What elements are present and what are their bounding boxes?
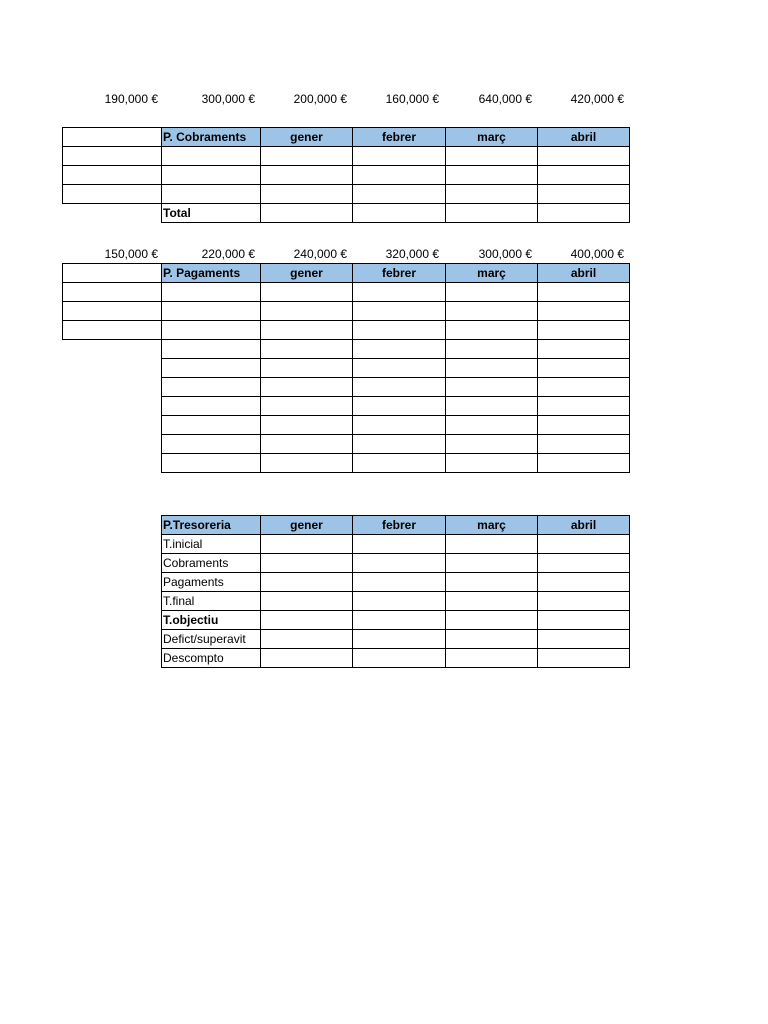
table-cell[interactable] xyxy=(446,630,538,649)
table-cell[interactable] xyxy=(353,147,446,166)
month-header[interactable]: març xyxy=(446,264,538,283)
table-cell[interactable] xyxy=(353,185,446,204)
table-cell[interactable] xyxy=(538,454,630,473)
row-label[interactable]: Defict/superavit xyxy=(162,630,261,649)
table-cell[interactable] xyxy=(446,302,538,321)
month-header[interactable]: febrer xyxy=(353,516,446,535)
month-header[interactable]: abril xyxy=(538,128,630,147)
table-cell[interactable] xyxy=(261,147,353,166)
table-cell[interactable] xyxy=(446,283,538,302)
table-cell[interactable] xyxy=(261,573,353,592)
table-cell[interactable] xyxy=(162,185,261,204)
table-row xyxy=(63,340,630,359)
table-cell[interactable] xyxy=(353,435,446,454)
table-cell[interactable] xyxy=(538,185,630,204)
pagaments-amount-cell: 240,000 € xyxy=(293,247,347,261)
row-label[interactable]: T.final xyxy=(162,592,261,611)
table-cell[interactable] xyxy=(63,166,162,185)
table-row xyxy=(162,630,630,649)
table-cell[interactable] xyxy=(538,592,630,611)
pagaments-amount-cell: 300,000 € xyxy=(478,247,532,261)
table-row xyxy=(63,302,630,321)
table-cell[interactable] xyxy=(261,416,353,435)
table-cell[interactable] xyxy=(261,535,353,554)
table-cell[interactable] xyxy=(261,185,353,204)
table-cell[interactable] xyxy=(353,416,446,435)
table-cell[interactable] xyxy=(261,611,353,630)
table-cell[interactable] xyxy=(353,535,446,554)
table-cell[interactable] xyxy=(538,535,630,554)
table-row xyxy=(63,416,630,435)
table-cell[interactable] xyxy=(353,454,446,473)
row-label[interactable]: Pagaments xyxy=(162,573,261,592)
table-row xyxy=(63,454,630,473)
table-cell[interactable] xyxy=(162,416,261,435)
table-cell[interactable] xyxy=(446,649,538,668)
table-cell[interactable] xyxy=(538,573,630,592)
table-cell[interactable] xyxy=(353,359,446,378)
blank-cell xyxy=(63,359,162,378)
table-row xyxy=(63,359,630,378)
table-cell[interactable] xyxy=(353,321,446,340)
table-cell[interactable] xyxy=(446,185,538,204)
table-row xyxy=(162,649,630,668)
pagaments-amounts-row xyxy=(62,246,630,262)
table-cell[interactable] xyxy=(353,340,446,359)
pagaments-amount-cell: 150,000 € xyxy=(104,247,158,261)
table-cell[interactable] xyxy=(162,302,261,321)
cobraments-amounts-row xyxy=(62,91,630,107)
row-label[interactable]: Descompto xyxy=(162,649,261,668)
month-header[interactable]: gener xyxy=(261,264,353,283)
blank-cell xyxy=(63,416,162,435)
total-label[interactable]: Total xyxy=(162,204,261,223)
tresoreria-table xyxy=(161,515,630,668)
pagaments-amount-cell: 220,000 € xyxy=(201,247,255,261)
month-header[interactable]: febrer xyxy=(353,264,446,283)
table-cell[interactable] xyxy=(446,435,538,454)
table-cell[interactable] xyxy=(261,554,353,573)
table-row xyxy=(63,321,630,340)
tresoreria-title[interactable]: P.Tresoreria xyxy=(162,516,261,535)
row-label[interactable]: Cobraments xyxy=(162,554,261,573)
row-label[interactable]: T.objectiu xyxy=(162,611,261,630)
table-cell[interactable] xyxy=(162,147,261,166)
table-cell[interactable] xyxy=(353,630,446,649)
table-cell[interactable] xyxy=(446,340,538,359)
table-cell[interactable] xyxy=(162,166,261,185)
table-cell[interactable] xyxy=(261,397,353,416)
table-cell[interactable] xyxy=(538,359,630,378)
table-header-row xyxy=(63,128,630,147)
cobraments-amount-cell: 160,000 € xyxy=(385,92,439,106)
cobraments-table xyxy=(62,127,630,223)
table-cell[interactable] xyxy=(538,166,630,185)
table-cell[interactable] xyxy=(446,611,538,630)
table-cell[interactable] xyxy=(162,283,261,302)
blank-cell xyxy=(63,378,162,397)
table-cell[interactable] xyxy=(353,649,446,668)
cobraments-amount-cell: 420,000 € xyxy=(570,92,624,106)
table-cell[interactable] xyxy=(261,630,353,649)
table-cell[interactable] xyxy=(353,611,446,630)
pagaments-amount-cell: 320,000 € xyxy=(385,247,439,261)
table-cell[interactable] xyxy=(63,128,162,147)
pagaments-amount-cell: 400,000 € xyxy=(570,247,624,261)
pagaments-table xyxy=(62,263,630,473)
table-row xyxy=(162,535,630,554)
table-row xyxy=(63,147,630,166)
table-cell[interactable] xyxy=(353,554,446,573)
table-cell[interactable] xyxy=(162,435,261,454)
table-cell[interactable] xyxy=(446,592,538,611)
month-header[interactable]: febrer xyxy=(353,128,446,147)
table-row xyxy=(162,611,630,630)
table-cell[interactable] xyxy=(261,592,353,611)
cobraments-amount-cell: 300,000 € xyxy=(201,92,255,106)
table-cell[interactable] xyxy=(353,592,446,611)
table-cell[interactable] xyxy=(261,435,353,454)
table-cell[interactable] xyxy=(353,302,446,321)
table-cell[interactable] xyxy=(446,204,538,223)
table-cell[interactable] xyxy=(261,340,353,359)
row-label[interactable]: T.inicial xyxy=(162,535,261,554)
table-header-row xyxy=(162,516,630,535)
month-header[interactable]: març xyxy=(446,128,538,147)
table-cell[interactable] xyxy=(63,264,162,283)
table-cell[interactable] xyxy=(538,649,630,668)
table-cell[interactable] xyxy=(162,378,261,397)
table-row xyxy=(63,435,630,454)
table-cell[interactable] xyxy=(446,573,538,592)
table-cell[interactable] xyxy=(63,283,162,302)
table-row xyxy=(63,185,630,204)
month-header[interactable]: gener xyxy=(261,516,353,535)
table-row xyxy=(162,573,630,592)
table-cell[interactable] xyxy=(261,283,353,302)
table-cell[interactable] xyxy=(446,554,538,573)
table-cell[interactable] xyxy=(261,321,353,340)
cobraments-amount-cell: 190,000 € xyxy=(104,92,158,106)
table-cell[interactable] xyxy=(261,378,353,397)
cobraments-amount-cell: 640,000 € xyxy=(478,92,532,106)
pagaments-title[interactable]: P. Pagaments xyxy=(162,264,261,283)
month-header[interactable]: abril xyxy=(538,264,630,283)
table-cell[interactable] xyxy=(446,359,538,378)
table-cell[interactable] xyxy=(538,611,630,630)
table-cell[interactable] xyxy=(162,340,261,359)
blank-cell xyxy=(63,340,162,359)
table-cell[interactable] xyxy=(446,535,538,554)
table-row xyxy=(162,592,630,611)
table-cell[interactable] xyxy=(538,630,630,649)
table-cell[interactable] xyxy=(353,397,446,416)
table-cell[interactable] xyxy=(446,397,538,416)
table-row xyxy=(63,166,630,185)
table-cell[interactable] xyxy=(63,147,162,166)
table-cell[interactable] xyxy=(162,359,261,378)
table-cell[interactable] xyxy=(446,147,538,166)
table-cell[interactable] xyxy=(261,204,353,223)
table-cell[interactable] xyxy=(162,397,261,416)
table-cell[interactable] xyxy=(261,359,353,378)
table-cell[interactable] xyxy=(162,321,261,340)
table-cell[interactable] xyxy=(162,454,261,473)
month-header[interactable]: març xyxy=(446,516,538,535)
table-cell[interactable] xyxy=(63,302,162,321)
blank-cell xyxy=(63,435,162,454)
table-row xyxy=(63,378,630,397)
table-row xyxy=(63,397,630,416)
blank-cell xyxy=(63,397,162,416)
table-cell[interactable] xyxy=(261,302,353,321)
table-cell[interactable] xyxy=(538,147,630,166)
table-cell[interactable] xyxy=(538,435,630,454)
table-cell[interactable] xyxy=(538,321,630,340)
table-cell[interactable] xyxy=(353,283,446,302)
cobraments-amount-cell: 200,000 € xyxy=(293,92,347,106)
table-row xyxy=(162,554,630,573)
table-cell[interactable] xyxy=(538,340,630,359)
table-cell[interactable] xyxy=(538,283,630,302)
table-cell[interactable] xyxy=(261,454,353,473)
table-cell[interactable] xyxy=(446,321,538,340)
table-cell[interactable] xyxy=(446,454,538,473)
table-cell[interactable] xyxy=(446,166,538,185)
table-cell[interactable] xyxy=(63,321,162,340)
table-cell[interactable] xyxy=(353,166,446,185)
table-cell[interactable] xyxy=(538,204,630,223)
table-cell[interactable] xyxy=(446,378,538,397)
blank-cell xyxy=(63,454,162,473)
table-cell[interactable] xyxy=(261,649,353,668)
table-cell[interactable] xyxy=(63,185,162,204)
table-cell[interactable] xyxy=(538,302,630,321)
month-header[interactable]: gener xyxy=(261,128,353,147)
month-header[interactable]: abril xyxy=(538,516,630,535)
blank-cell xyxy=(63,204,162,223)
table-cell[interactable] xyxy=(353,378,446,397)
table-cell[interactable] xyxy=(261,166,353,185)
table-cell[interactable] xyxy=(538,397,630,416)
total-row xyxy=(63,204,630,223)
table-cell[interactable] xyxy=(353,573,446,592)
table-cell[interactable] xyxy=(538,416,630,435)
table-header-row xyxy=(63,264,630,283)
table-cell[interactable] xyxy=(538,378,630,397)
table-cell[interactable] xyxy=(446,416,538,435)
table-cell[interactable] xyxy=(538,554,630,573)
cobraments-title[interactable]: P. Cobraments xyxy=(162,128,261,147)
table-row xyxy=(63,283,630,302)
table-cell[interactable] xyxy=(353,204,446,223)
